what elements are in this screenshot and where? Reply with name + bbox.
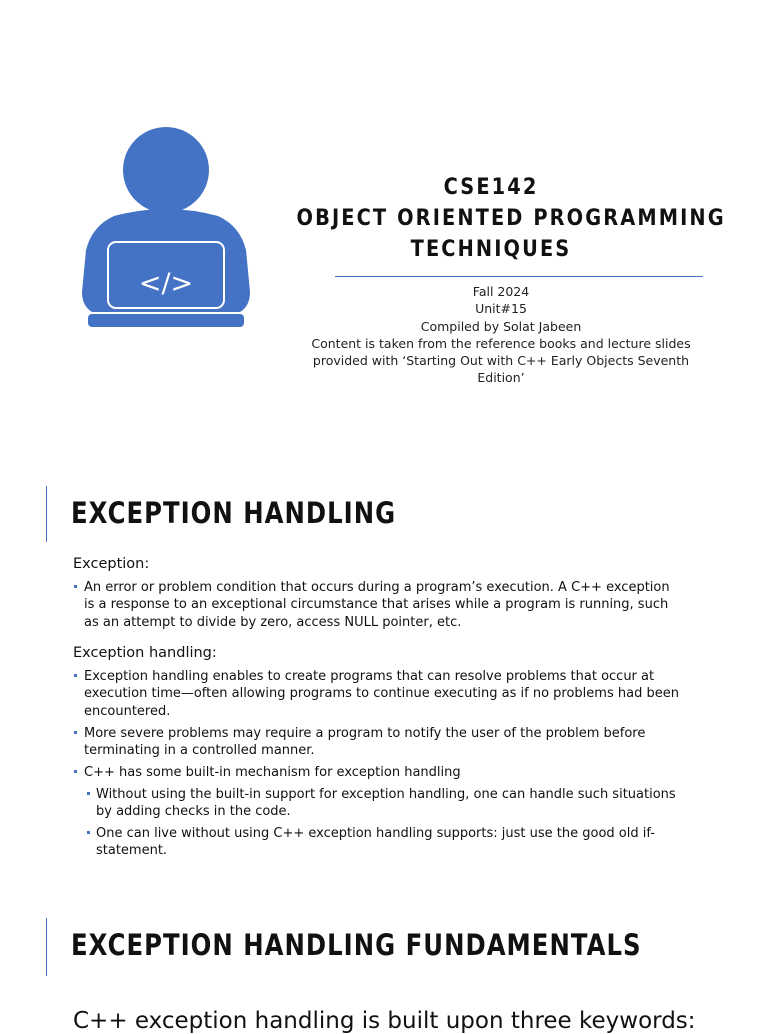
bullet-marker	[87, 831, 90, 834]
list-item	[84, 668, 684, 720]
exception-handling-label: Exception handling:	[73, 645, 217, 661]
list-item	[84, 579, 684, 631]
bullet-text: Exception handling enables to create programs that can resolve problems that occur at execution time—often allowing programs to continue executing as if no problems had been encountered.	[84, 669, 679, 719]
bullet-text: C++ has some built-in mechanism for exception handling	[84, 765, 461, 780]
section-accent-bar	[46, 918, 47, 976]
bullet-marker	[74, 770, 77, 773]
bullet-text: More severe problems may require a program to notify the user of the problem before terminating in a controlled manner.	[84, 726, 646, 759]
list-item	[84, 725, 684, 760]
course-title	[270, 172, 726, 265]
list-item	[84, 764, 684, 781]
section-heading: EXCEPTION HANDLING	[71, 496, 397, 530]
bullet-text: One can live without using C++ exception handling supports: just use the good old if-statement.	[96, 826, 655, 859]
bullet-marker	[87, 792, 90, 795]
title-slide	[0, 0, 768, 440]
sub-list-item	[96, 825, 686, 860]
section-heading: EXCEPTION HANDLING FUNDAMENTALS	[71, 928, 642, 962]
title-line-name-cont: TECHNIQUES	[410, 237, 572, 262]
bullet-marker	[74, 674, 77, 677]
unit-text: Unit#15	[475, 301, 527, 317]
source-text-line3: Edition’	[477, 370, 525, 386]
developer-laptop-icon	[80, 124, 252, 330]
title-line-code: CSE142	[443, 175, 539, 200]
source-text-line1: Content is taken from the reference books and lecture slides	[311, 335, 691, 351]
bullet-text: Without using the built-in support for exception handling, one can handle such situations by adding checks in the code.	[96, 787, 676, 820]
bullet-marker	[74, 731, 77, 734]
bullet-marker	[74, 585, 77, 588]
intro-text: C++ exception handling is built upon three keywords:	[73, 1008, 696, 1034]
section-accent-bar	[46, 486, 47, 542]
title-line-name: OBJECT ORIENTED PROGRAMMING	[296, 206, 726, 231]
bullet-text: An error or problem condition that occurs during a program’s execution. A C++ exception is a response to an exceptional circumstance that arises while a program is running, such as an attempt to divide by zero, access NULL pointer, etc.	[84, 580, 670, 630]
code-glyph: </>	[138, 268, 194, 299]
exception-label: Exception:	[73, 556, 150, 572]
author-text: Compiled by Solat Jabeen	[420, 318, 582, 334]
term-text: Fall 2024	[472, 284, 530, 299]
course-subtitle	[310, 283, 692, 387]
source-text-line2: provided with ‘Starting Out with C++ Early Objects Seventh	[312, 353, 690, 369]
title-divider	[335, 276, 703, 277]
sub-list-item	[96, 786, 686, 821]
